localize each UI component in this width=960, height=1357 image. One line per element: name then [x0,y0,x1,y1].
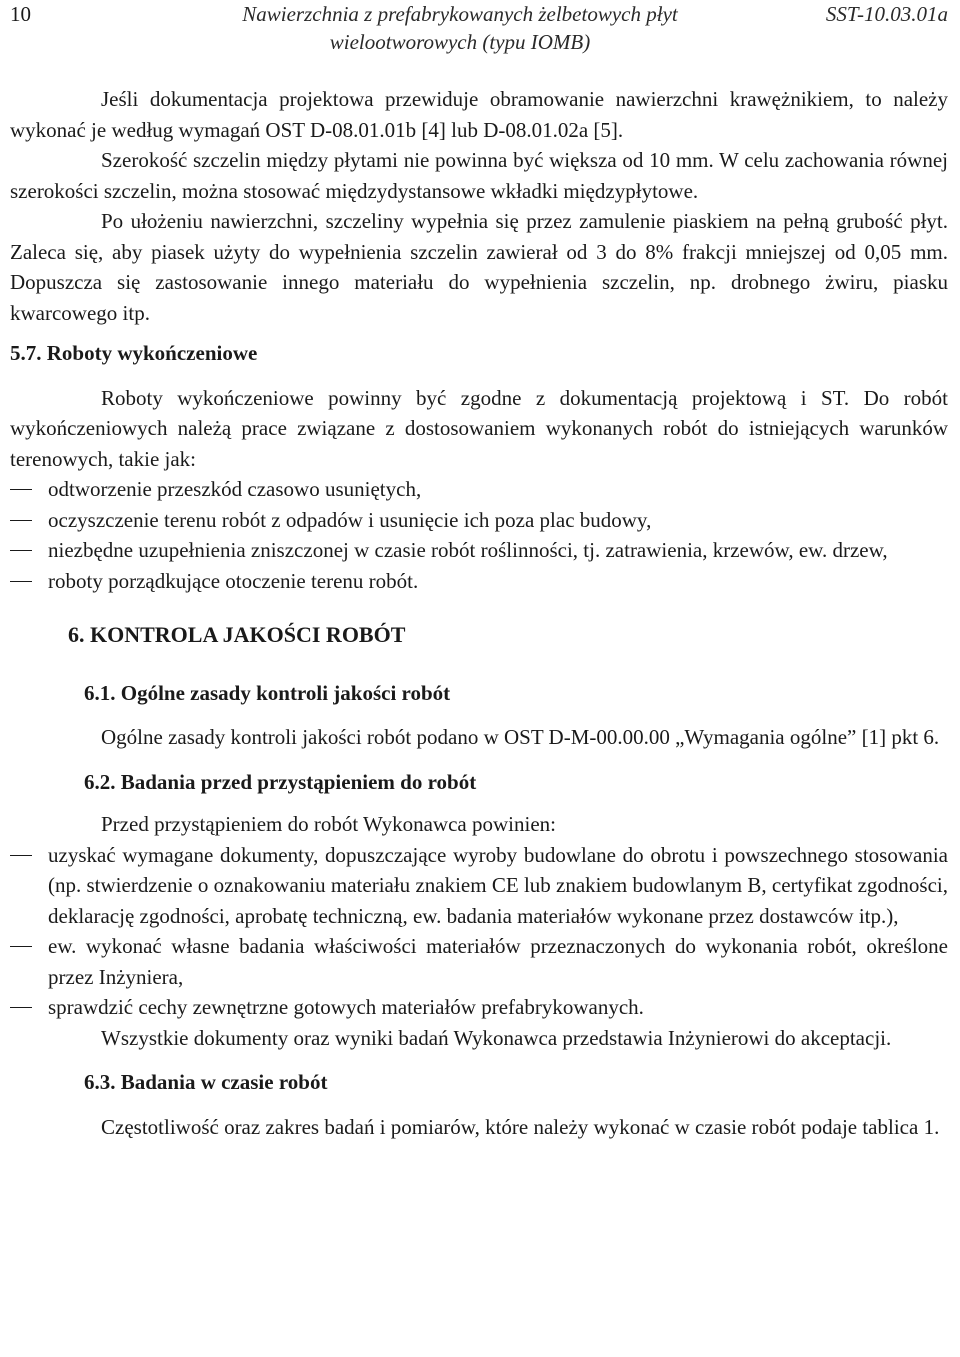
dash-bullet-icon [10,520,32,521]
list-item: roboty porządkujące otoczenie terenu robót. [10,566,948,597]
dash-bullet-icon [10,946,32,947]
dash-bullet-icon [10,489,32,490]
dash-bullet-icon [10,855,32,856]
paragraph-general-rules: Ogólne zasady kontroli jakości robót podano w OST D-M-00.00.00 „Wymagania ogólne” [1] pkt 6. [101,725,940,749]
page-number: 10 [10,2,31,26]
paragraph-before-works: Przed przystąpieniem do robót Wykonawca powinien: [101,812,556,836]
paragraph-joint-filling: Po ułożeniu nawierzchni, szczeliny wypełnia się przez zamulenie piaskiem na pełną grubość płyt. Zaleca się, aby piasek użyty do wypełnienia szczelin zawierał od 3 do 8% frakcji mniejszej od 0,05 mm. Dopuszcza się zastosowanie innego materiału do wypełnienia szczelin, np. drobnego żwiru, piasku kwarcowego itp. [10,209,948,325]
dash-bullet-icon [10,550,32,551]
paragraph-joint-width: Szerokość szczelin między płytami nie powinna być większa od 10 mm. W celu zachowania równej szerokości szczelin, można stosować międzydystansowe wkładki międzypłytowe. [10,148,948,203]
list-item: odtworzenie przeszkód czasowo usuniętych, [10,474,948,505]
list-item: sprawdzić cechy zewnętrzne gotowych materiałów prefabrykowanych. [10,992,948,1023]
list-item: ew. wykonać własne badania właściwości materiałów przeznaczonych do wykonania robót, określone przez Inżyniera, [10,931,948,992]
dash-bullet-icon [10,581,32,582]
list-item: niezbędne uzupełnienia zniszczonej w czasie robót roślinności, tj. zatrawienia, krzewów, ew. drzew, [10,535,948,566]
paragraph-finishing-works: Roboty wykończeniowe powinny być zgodne z dokumentacją projektową i ST. Do robót wykończeniowych należą prace związane z dostosowaniem wykonanych robót do istniejących warunków terenowych, takie jak: [10,385,948,471]
header-title [160,0,760,56]
paragraph-curbs: Jeśli dokumentacja projektowa przewiduje obramowanie nawierzchni krawężnikiem, to należy wykonać je według wymagań OST D-08.01.01b [4] lub D-08.01.02a [5]. [10,87,948,142]
paragraph-frequency: Częstotliwość oraz zakres badań i pomiarów, które należy wykonać w czasie robót podaje tablica 1. [101,1114,940,1139]
list-item: uzyskać wymagane dokumenty, dopuszczające wyroby budowlane do obrotu i powszechnego stosowania (np. stwierdzenie o oznakowaniu materiału znakiem CE lub znakiem budowlanym B, certyfikat zgodności, deklarację zgodności, aprobatę techniczną, ew. badania materiałów wykonane przez dostawców itp.), [10,840,948,932]
document-body [10,84,948,1142]
dash-bullet-icon [10,1007,32,1008]
page-header [10,0,948,58]
section-heading-6: 6. KONTROLA JAKOŚCI ROBÓT [68,622,406,647]
finishing-works-list [10,474,948,596]
section-heading-6-1: 6.1. Ogólne zasady kontroli jakości robót [84,680,451,705]
document-page [10,0,948,1139]
section-heading-6-3: 6.3. Badania w czasie robót [84,1070,328,1094]
list-item: oczyszczenie terenu robót z odpadów i usunięcie ich poza plac budowy, [10,505,948,536]
header-title-line2: wielootworowych (typu IOMB) [329,30,591,54]
paragraph-documents: Wszystkie dokumenty oraz wyniki badań Wykonawca przedstawia Inżynierowi do akceptacji. [101,1025,892,1050]
before-works-list [10,840,948,1023]
section-heading-6-2: 6.2. Badania przed przystąpieniem do robót [84,769,477,794]
document-code: SST-10.03.01a [825,2,948,26]
header-title-line1: Nawierzchnia z prefabrykowanych żelbetowych płyt [242,2,678,26]
section-heading-5-7: 5.7. Roboty wykończeniowe [10,341,258,365]
